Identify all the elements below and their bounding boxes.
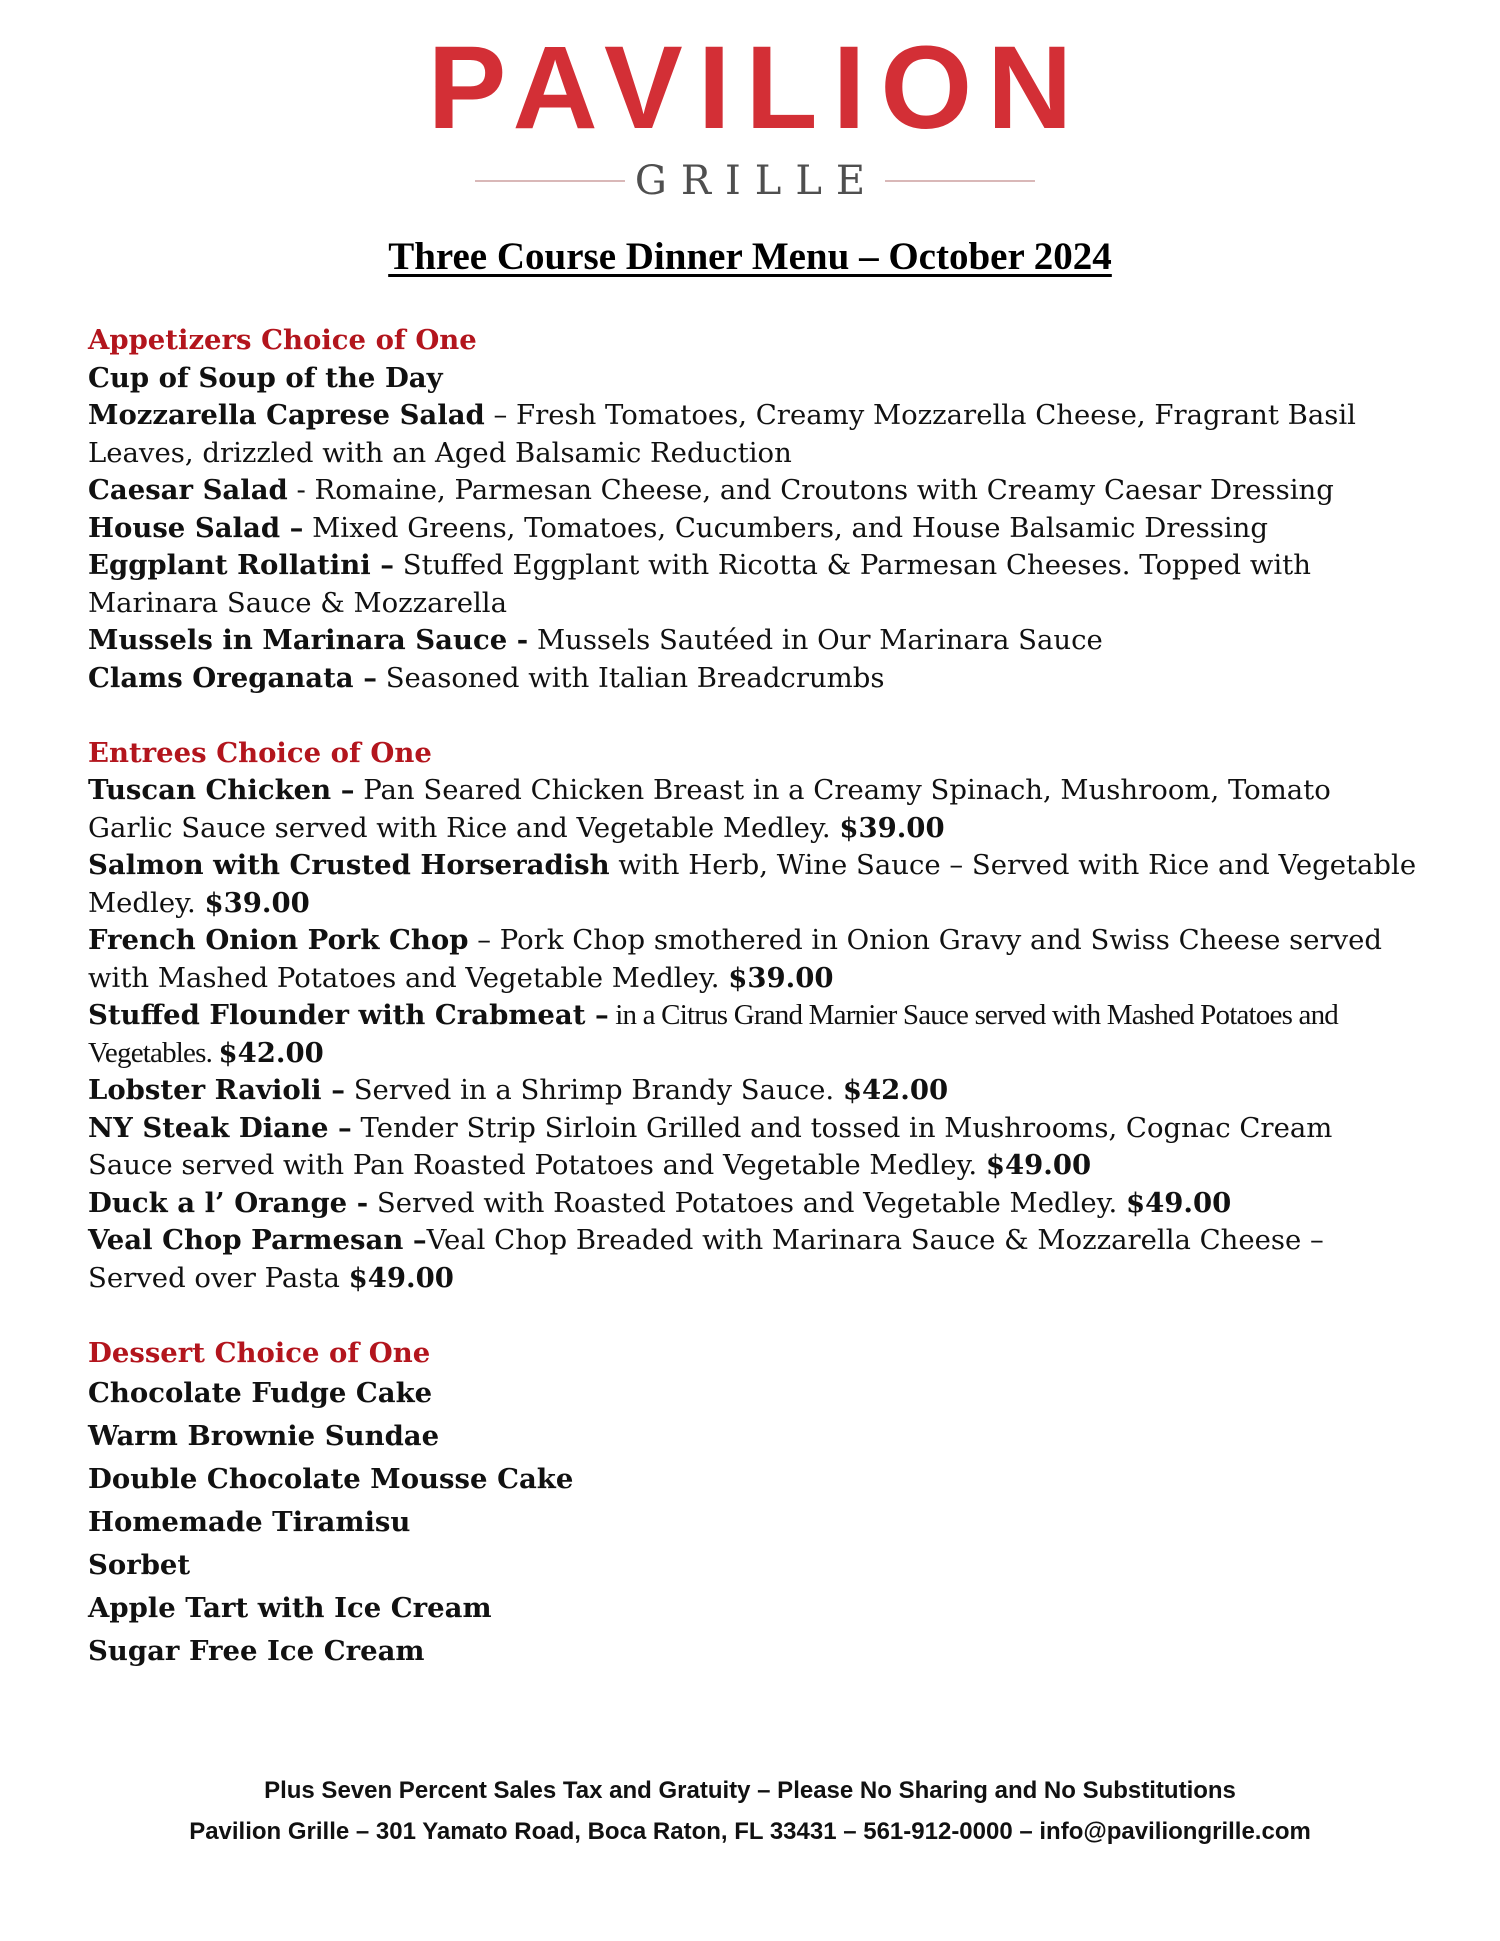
appetizer-desc: Seasoned with Italian Breadcrumbs <box>376 661 885 694</box>
entree-price: $39.00 <box>839 811 945 844</box>
dessert-item: Warm Brownie Sundae <box>88 1420 440 1452</box>
appetizer-name: Mozzarella Caprese Salad <box>88 399 485 431</box>
appetizer-item <box>88 547 1418 622</box>
entree-desc: Tender Strip Sirloin Grilled and tossed in Mushrooms, Cognac Cream Sauce served with Pan Roasted Potatoes and Vegetable Medley. <box>88 1111 1333 1181</box>
dessert-item: Homemade Tiramisu <box>88 1506 411 1538</box>
appetizer-desc: – Fresh Tomatoes, Creamy Mozzarella Cheese, Fragrant Basil Leaves, drizzled with an Aged Balsamic Reduction <box>88 399 1356 469</box>
entree-price: $39.00 <box>204 886 310 919</box>
entree-price: $49.00 <box>985 1149 1092 1181</box>
dessert-item: Double Chocolate Mousse Cake <box>88 1463 574 1495</box>
appetizer-item <box>88 397 1418 472</box>
entree-desc: Served with Roasted Potatoes and Vegetable Medley. <box>368 1186 1127 1219</box>
logo-rule-left <box>475 180 625 182</box>
footer-policy: Plus Seven Percent Sales Tax and Gratuity – Please No Sharing and No Substitutions <box>264 1777 1236 1804</box>
entree-name: Veal Chop Parmesan – <box>88 1224 427 1256</box>
entree-desc: Pan Seared Chicken Breast in a Creamy Spinach, Mushroom, Tomato Garlic Sauce served with Rice and Vegetable Medley. <box>88 774 1331 844</box>
appetizer-desc: Mussels Sautéed in Our Marinara Sauce <box>528 624 1103 656</box>
entree-price: $42.00 <box>218 1036 324 1069</box>
entree-price: $49.00 <box>348 1261 454 1294</box>
desserts-section <box>88 1335 1418 1674</box>
appetizer-item <box>88 472 1418 510</box>
appetizer-name: Mussels in Marinara Sauce - <box>88 624 529 656</box>
appetizer-name: Eggplant Rollatini – <box>88 549 395 581</box>
page-title <box>0 234 1500 279</box>
entree-item <box>88 1110 1418 1185</box>
dessert-item: Sorbet <box>88 1549 191 1581</box>
logo-wordmark: PAVILION <box>427 22 1088 154</box>
menu-body <box>88 322 1418 1673</box>
page-footer <box>0 1770 1500 1852</box>
appetizer-desc: Stuffed Eggplant with Ricotta & Parmesan Cheeses. Topped with Marinara Sauce & Mozzarella <box>88 549 1311 619</box>
entree-item <box>88 847 1418 922</box>
entree-name: Stuffed Flounder with Crabmeat – <box>88 999 609 1031</box>
logo-rule-right <box>885 180 1035 182</box>
appetizer-name: Cup of Soup of the Day <box>88 361 443 394</box>
appetizer-desc: Mixed Greens, Tomatoes, Cucumbers, and House Balsamic Dressing <box>303 511 1268 544</box>
appetizers-heading: Appetizers Choice of One <box>88 324 477 356</box>
dessert-item: Chocolate Fudge Cake <box>88 1377 433 1409</box>
entree-item <box>88 772 1418 847</box>
entree-name: Salmon with Crusted Horseradish <box>88 849 610 881</box>
entree-price: $49.00 <box>1126 1186 1232 1219</box>
entree-desc: with Herb, Wine Sauce – Served with Rice and Vegetable Medley. <box>88 849 1417 919</box>
entree-name: Lobster Ravioli – <box>88 1074 345 1106</box>
desserts-heading: Dessert Choice of One <box>88 1336 431 1369</box>
entree-desc: Served in a Shrimp Brandy Sauce. <box>344 1074 843 1106</box>
entree-name: Tuscan Chicken – <box>88 774 355 806</box>
dessert-item: Apple Tart with Ice Cream <box>88 1592 492 1624</box>
section-spacer <box>88 1297 1418 1335</box>
appetizer-item <box>88 510 1418 548</box>
appetizer-name: Clams Oreganata – <box>88 661 377 694</box>
entree-price: $39.00 <box>728 961 834 994</box>
entree-desc: Veal Chop Breaded with Marinara Sauce & Mozzarella Cheese – Served over Pasta <box>88 1224 1324 1294</box>
entree-name: NY Steak Diane – <box>88 1111 352 1144</box>
entree-name: French Onion Pork Chop <box>88 924 469 956</box>
appetizer-item <box>88 660 1418 698</box>
entree-name: Duck a l’ Orange - <box>88 1186 369 1219</box>
footer-contact: Pavilion Grille – 301 Yamato Road, Boca Raton, FL 33431 – 561-912-0000 – info@paviliongrille.com <box>189 1818 1311 1845</box>
entree-desc: in a Citrus Grand Marnier Sauce served with Mashed Potatoes and Vegetables. <box>88 999 1338 1069</box>
dessert-item: Sugar Free Ice Cream <box>88 1635 425 1667</box>
logo-subtitle <box>0 156 1500 206</box>
restaurant-logo <box>0 22 1500 206</box>
entrees-heading: Entrees Choice of One <box>88 736 432 769</box>
entree-item <box>88 1072 1418 1110</box>
appetizer-name: House Salad – <box>88 511 304 544</box>
section-spacer <box>88 697 1418 735</box>
entree-item <box>88 997 1418 1072</box>
appetizer-name: Caesar Salad <box>88 474 288 506</box>
page-title-text: Three Course Dinner Menu – October 2024 <box>388 235 1112 278</box>
appetizers-section <box>88 322 1418 697</box>
entree-desc: – Pork Chop smothered in Onion Gravy and Swiss Cheese served with Mashed Potatoes and Vegetable Medley. <box>88 924 1383 994</box>
entree-price: $42.00 <box>842 1074 949 1106</box>
entrees-section <box>88 735 1418 1298</box>
entree-item <box>88 1222 1418 1297</box>
logo-grille-text: GRILLE <box>634 158 880 204</box>
appetizer-desc: - Romaine, Parmesan Cheese, and Croutons with Creamy Caesar Dressing <box>287 474 1334 506</box>
entree-item <box>88 1185 1418 1223</box>
entree-item <box>88 922 1418 997</box>
appetizer-item <box>88 360 1418 398</box>
appetizer-item <box>88 622 1418 660</box>
